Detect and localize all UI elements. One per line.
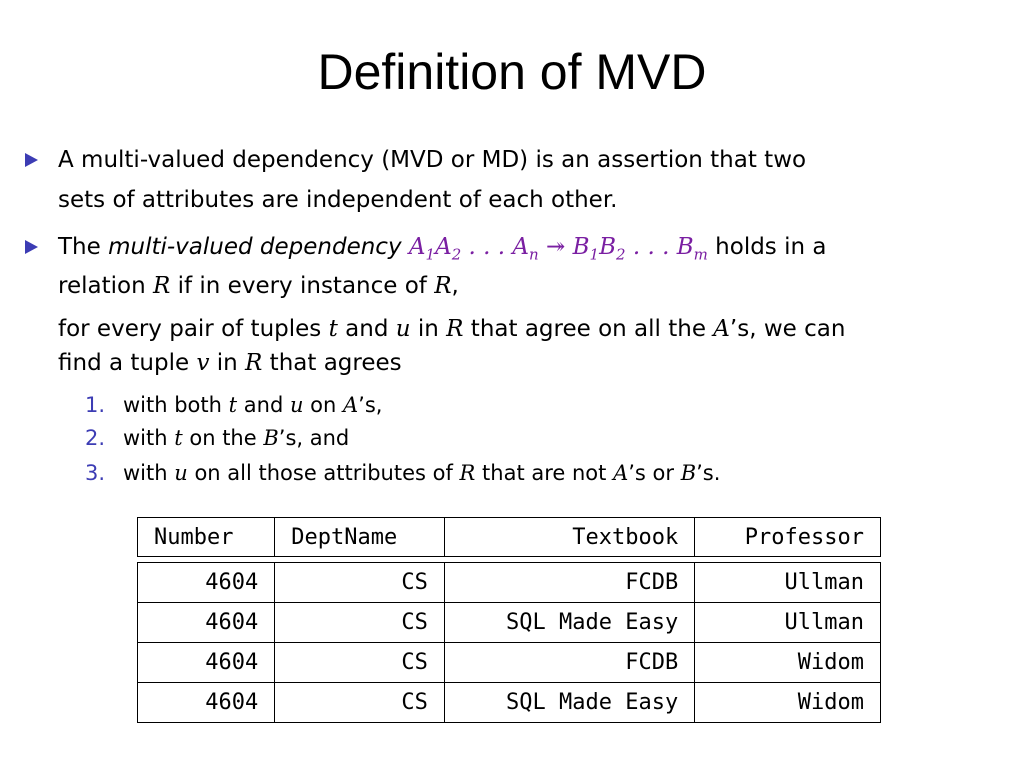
bullet-2-text: The [58, 234, 109, 260]
bullet-marker-icon [25, 153, 38, 167]
list-number: 1. [85, 393, 106, 417]
cell-number: 4604 [138, 683, 275, 723]
cell-textbook: SQL Made Easy [444, 683, 694, 723]
cell-number: 4604 [138, 563, 275, 603]
term-mvd: multi-valued dependency [108, 234, 402, 260]
cell-textbook: FCDB [444, 643, 694, 683]
cell-professor: Widom [695, 683, 881, 723]
header-deptname: DeptName [275, 518, 445, 557]
slide-title: Definition of MVD [317, 44, 707, 100]
cell-professor: Widom [695, 643, 881, 683]
header-professor: Professor [695, 518, 881, 557]
header-textbook: Textbook [444, 518, 694, 557]
list-item: with both t and u on A’s, [123, 393, 383, 417]
relation-table [137, 517, 881, 723]
cell-deptname: CS [275, 683, 445, 723]
table-row [138, 603, 881, 643]
cell-professor: Ullman [695, 563, 881, 603]
table-row [138, 683, 881, 723]
bullet-2-line-2: relation R if in every instance of R, [58, 273, 459, 299]
bullet-2-para-line-1: for every pair of tuples t and u in R that agree on all the A’s, we can [58, 316, 846, 342]
list-number: 2. [85, 426, 106, 450]
cell-number: 4604 [138, 643, 275, 683]
table-row [138, 643, 881, 683]
bullet-2-line-1: The multi-valued dependency $A_1A_2$ . . . $A_n$ ↠ $B_1B_2$ . . . $B_m$ holds in a [58, 234, 827, 264]
list-item: with t on the B’s, and [123, 426, 350, 450]
mvd-formula: $A_1A_2$ . . . $A_n$ ↠ $B_1B_2$ . . . $B_m$ [408, 234, 708, 264]
cell-number: 4604 [138, 603, 275, 643]
cell-deptname: CS [275, 603, 445, 643]
list-number: 3. [85, 461, 106, 485]
bullet-marker-icon [25, 240, 38, 254]
bullet-1-line-1: A multi-valued dependency (MVD or MD) is an assertion that two [58, 147, 807, 173]
header-number: Number [138, 518, 275, 557]
cell-textbook: SQL Made Easy [444, 603, 694, 643]
list-item: with u on all those attributes of R that are not A’s or B’s. [123, 461, 721, 485]
bullet-1-line-2: sets of attributes are independent of each other. [58, 187, 618, 213]
table-header-row [138, 518, 881, 557]
cell-deptname: CS [275, 643, 445, 683]
cell-deptname: CS [275, 563, 445, 603]
table-row [138, 563, 881, 603]
cell-professor: Ullman [695, 603, 881, 643]
cell-textbook: FCDB [444, 563, 694, 603]
bullet-2-para-line-2: find a tuple v in R that agrees [58, 350, 402, 376]
